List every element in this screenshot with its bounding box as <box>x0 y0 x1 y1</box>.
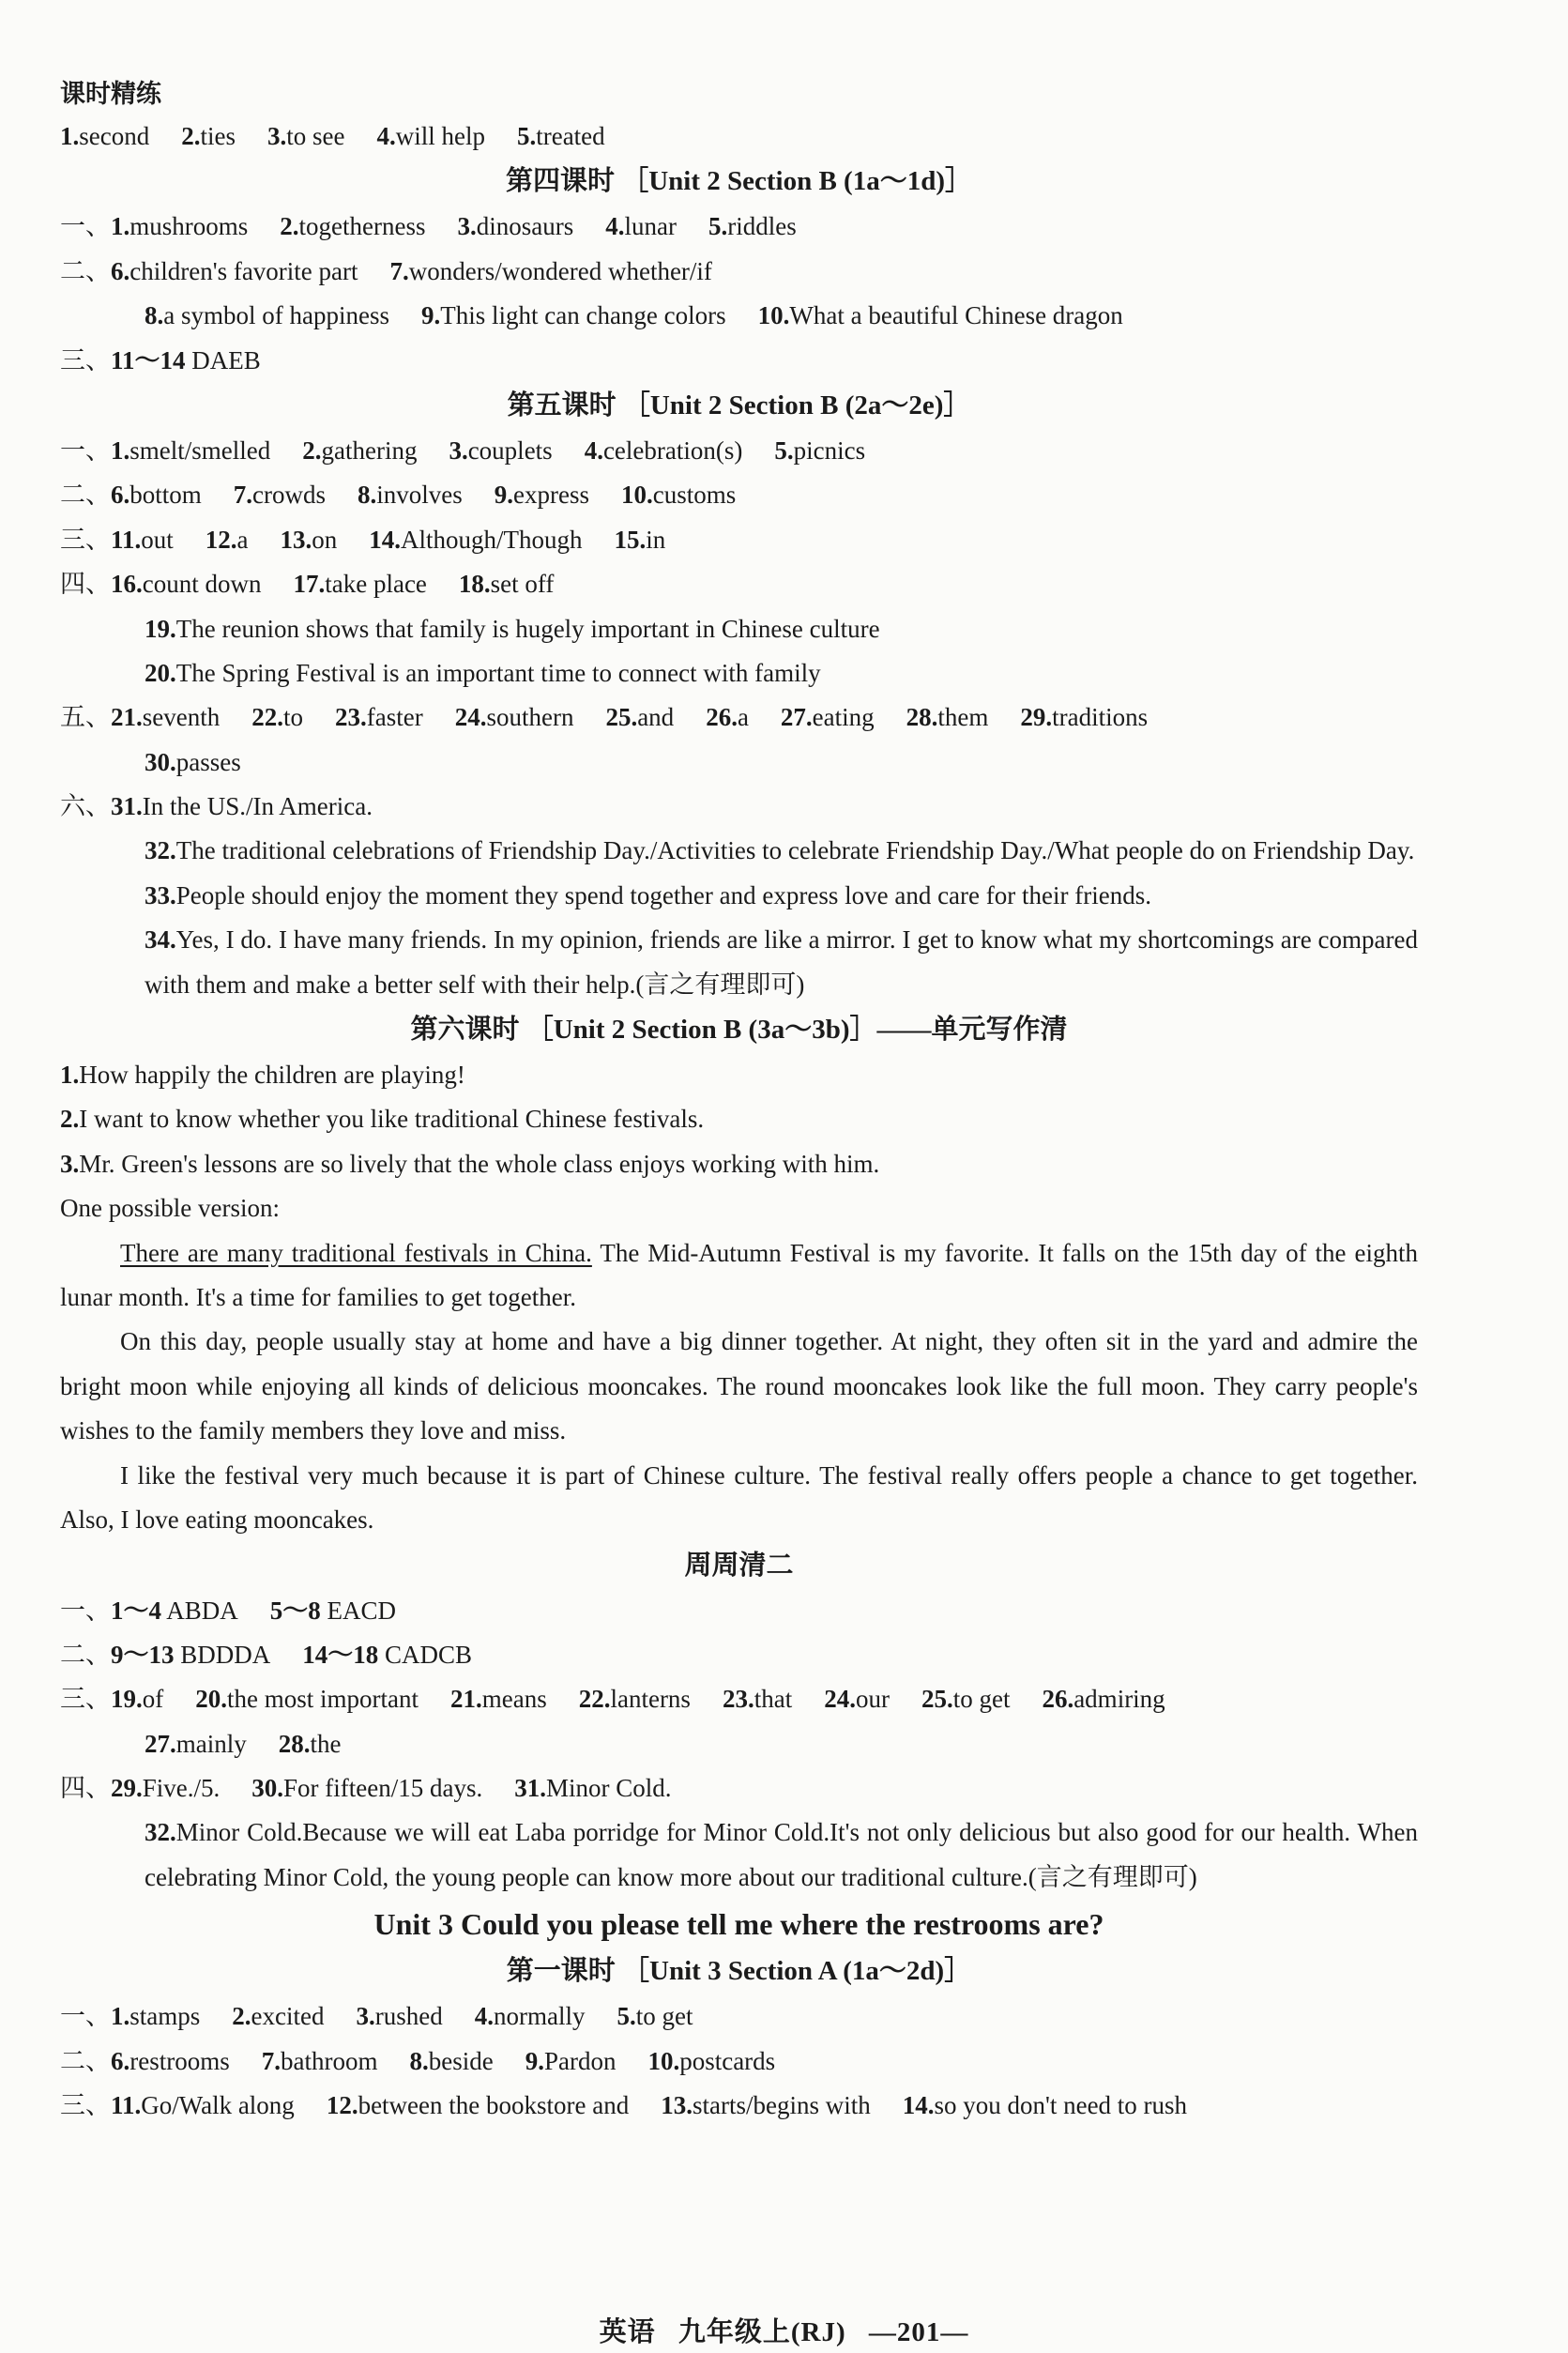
lesson4-row <box>60 250 1418 294</box>
answer-item: 1.second <box>60 122 150 150</box>
answer-item: 22.to <box>251 703 303 732</box>
section-prefix: 三、 <box>60 2091 111 2120</box>
lesson5-row <box>60 429 1418 473</box>
section-prefix: 一、 <box>60 2002 111 2031</box>
answer-item: 23.that <box>722 1685 793 1714</box>
answer-item: 25.and <box>605 703 675 732</box>
lesson6-heading: 第六课时 ［Unit 2 Section B (3a～3b)］——单元写作清 <box>410 1015 1068 1046</box>
answer-item: 7.wonders/wondered whether/if <box>389 256 712 285</box>
answer-item: 4.normally <box>474 2002 586 2031</box>
practice-label: 课时精练 <box>60 80 161 108</box>
answer-item: 29.Five./5. <box>111 1774 221 1803</box>
answer-item: 5.riddles <box>708 212 797 241</box>
answer-item: 6.bottom <box>111 481 202 510</box>
section-prefix: 一、 <box>60 435 111 465</box>
section-prefix: 三、 <box>60 1685 111 1714</box>
version-label: One possible version: <box>60 1194 280 1223</box>
essay-topic-sentence: There are many traditional festivals in China. <box>120 1238 592 1267</box>
section-prefix: 三、 <box>60 345 111 374</box>
lesson5-answer-31: 六、31.In the US./In America. <box>60 792 373 821</box>
section-prefix: 二、 <box>60 481 111 510</box>
answer-item: 10.postcards <box>647 2046 776 2075</box>
answer-item: 31.Minor Cold. <box>514 1774 672 1803</box>
answer-item: 11.Go/Walk along <box>111 2091 295 2120</box>
section-prefix: 一、 <box>60 212 111 241</box>
answer-item: 25.to get <box>921 1685 1011 1714</box>
answer-item: 16.count down <box>111 570 262 599</box>
lesson4-row <box>60 339 1418 383</box>
answer-item: 2.excited <box>232 2002 325 2031</box>
weekly-row <box>60 1677 1418 1721</box>
lesson6-sentence: 3.Mr. Green's lessons are so lively that the whole class enjoys working with him. <box>60 1149 880 1178</box>
weekly-row <box>60 1589 1418 1633</box>
unit3-row <box>60 2084 1418 2128</box>
section-prefix: 二、 <box>60 2046 111 2075</box>
answer-item: 7.bathroom <box>261 2046 378 2075</box>
answer-item: 29.traditions <box>1020 703 1149 732</box>
answer-item: 13.on <box>280 525 338 554</box>
answer-item: 10.customs <box>620 481 737 510</box>
section-prefix: 二、 <box>60 256 111 285</box>
answer-item: 26.a <box>706 703 749 732</box>
answer-item: 21.means <box>449 1685 547 1714</box>
weekly-row <box>60 1766 1418 1811</box>
lesson5-answer-33: 33.People should enjoy the moment they spend together and express love and care for their friends. <box>145 880 1151 909</box>
answer-item: 23.faster <box>335 703 423 732</box>
answer-item: 4.lunar <box>605 212 677 241</box>
answer-item: 1.mushrooms <box>111 212 249 241</box>
answer-item: 7.crowds <box>233 481 326 510</box>
answer-item: 8.a symbol of happiness <box>145 301 389 330</box>
page-number: —201— <box>868 2317 969 2347</box>
lesson5-row <box>60 695 1418 740</box>
weekly-row <box>60 1633 1418 1677</box>
answer-item: 14.so you don't need to rush <box>902 2091 1188 2120</box>
section-prefix: 一、 <box>60 1596 111 1625</box>
answer-item: 3.to see <box>266 122 345 150</box>
answer-item: 4.will help <box>376 122 485 150</box>
answer-item: 27.eating <box>780 703 875 732</box>
answer-item: 18.set off <box>458 570 555 599</box>
answer-item: 6.restrooms <box>111 2046 230 2075</box>
unit3-row <box>60 2040 1418 2084</box>
lesson5-row <box>60 518 1418 562</box>
section-prefix: 四、 <box>60 1774 111 1803</box>
answer-item: 28.the <box>278 1729 342 1758</box>
lesson5-answer-32: 32.The traditional celebrations of Friendship Day./Activities to celebrate Friendship Day./What people do on Friendship Day. <box>145 836 1415 865</box>
answer-item: 30.For fifteen/15 days. <box>251 1774 483 1803</box>
lesson5-heading: 第五课时 ［Unit 2 Section B (2a～2e)］ <box>507 390 971 420</box>
answer-item: 19.of <box>111 1685 164 1714</box>
answer-item: 9.express <box>494 481 589 510</box>
answer-item: 1.smelt/smelled <box>111 435 271 465</box>
lesson4-heading: 第四课时 ［Unit 2 Section B (1a～1d)］ <box>505 166 973 197</box>
answer-item: 11～14 DAEB <box>111 345 261 374</box>
answer-item: 3.rushed <box>356 2002 443 2031</box>
lesson4-row <box>60 294 1418 338</box>
lesson5-row <box>60 473 1418 517</box>
answer-item: 22.lanterns <box>578 1685 691 1714</box>
footer-subject: 英语 <box>599 2317 656 2347</box>
answer-item: 6.children's favorite part <box>111 256 358 285</box>
section-prefix: 二、 <box>60 1640 111 1669</box>
answer-item: 3.dinosaurs <box>457 212 574 241</box>
answer-item: 3.couplets <box>449 435 553 465</box>
lesson5-answer-19: 19.The reunion shows that family is hugely important in Chinese culture <box>145 614 880 643</box>
answer-item: 1～4 ABDA <box>111 1596 238 1625</box>
section-prefix: 五、 <box>60 703 111 732</box>
unit3-title: Unit 3 Could you please tell me where the restrooms are? <box>373 1907 1104 1942</box>
answer-item: 20.the most important <box>195 1685 419 1714</box>
answer-item: 5～8 EACD <box>269 1596 397 1625</box>
section-prefix: 四、 <box>60 570 111 599</box>
answer-item: 11.out <box>111 525 174 554</box>
lesson5-answer-30: 30.passes <box>145 747 241 776</box>
answer-item: 14～18 CADCB <box>302 1640 473 1669</box>
lesson5-answer-34: 34.Yes, I do. I have many friends. In my opinion, friends are like a mirror. I get to know what my shortcomings are compared with them and make a better self with their help.(言之有理即可) <box>145 925 1418 999</box>
lesson5-row <box>60 562 1418 606</box>
unit3-lesson1-heading: 第一课时 ［Unit 3 Section A (1a～2d)］ <box>506 1956 972 1987</box>
footer-grade: 九年级上(RJ) <box>677 2317 846 2347</box>
answer-item: 1.stamps <box>111 2002 201 2031</box>
answer-item: 2.gathering <box>302 435 418 465</box>
answer-item: 26.admiring <box>1042 1685 1165 1714</box>
page-footer <box>0 2311 1568 2349</box>
answer-item: 15.in <box>614 525 666 554</box>
answer-item: 9.Pardon <box>525 2046 617 2075</box>
answer-item: 28.them <box>906 703 989 732</box>
answer-item: 14.Although/Though <box>369 525 583 554</box>
lesson4-row <box>60 205 1418 249</box>
answer-item: 12.a <box>205 525 249 554</box>
answer-item: 24.southern <box>454 703 574 732</box>
answer-item: 21.seventh <box>111 703 221 732</box>
essay-paragraph-3: I like the festival very much because it is part of Chinese culture. The festival really offers people a chance to get together. Also, I love eating mooncakes. <box>60 1460 1418 1535</box>
lesson6-sentence: 1.How happily the children are playing! <box>60 1061 465 1090</box>
answer-item: 4.celebration(s) <box>584 435 743 465</box>
weekly-row <box>60 1722 1418 1766</box>
answer-item: 5.to get <box>617 2002 693 2031</box>
lesson5-answer-20: 20.The Spring Festival is an important time to connect with family <box>145 658 821 687</box>
essay-paragraph-1: There are many traditional festivals in China. The Mid-Autumn Festival is my favorite. It falls on the 15th day of the eighth lunar month. It's a time for families to get together. <box>60 1238 1418 1312</box>
answer-item: 17.take place <box>293 570 427 599</box>
weekly-answer-32: 32.Minor Cold.Because we will eat Laba porridge for Minor Cold.It's not only delicious but also good for our health. When celebrating Minor Cold, the young people can know more about our traditional culture.(言之有理即可) <box>145 1818 1418 1891</box>
answer-item: 8.beside <box>409 2046 494 2075</box>
unit3-row <box>60 1994 1418 2039</box>
answer-item: 2.togetherness <box>280 212 426 241</box>
answer-item: 27.mainly <box>145 1729 247 1758</box>
section-prefix: 三、 <box>60 525 111 554</box>
answer-item: 24.our <box>824 1685 890 1714</box>
essay-paragraph-2: On this day, people usually stay at home and have a big dinner together. At night, they often sit in the yard and admire the bright moon while enjoying all kinds of delicious mooncakes. The round mooncakes look like the full moon. They carry people's wishes to the family members they love and miss. <box>60 1327 1418 1445</box>
practice-answers <box>60 115 1418 159</box>
answer-item: 8.involves <box>358 481 463 510</box>
answer-item: 10.What a beautiful Chinese dragon <box>757 301 1123 330</box>
answer-item: 13.starts/begins with <box>661 2091 871 2120</box>
answer-item: 5.treated <box>516 122 605 150</box>
weekly-heading: 周周清二 <box>684 1550 794 1581</box>
answer-item: 5.picnics <box>774 435 866 465</box>
answer-item: 9.This light can change colors <box>420 301 726 330</box>
answer-item: 12.between the bookstore and <box>326 2091 630 2120</box>
answer-item: 2.ties <box>181 122 236 150</box>
answer-item: 9～13 BDDDA <box>111 1640 271 1669</box>
lesson6-sentence: 2.I want to know whether you like traditional Chinese festivals. <box>60 1105 705 1134</box>
